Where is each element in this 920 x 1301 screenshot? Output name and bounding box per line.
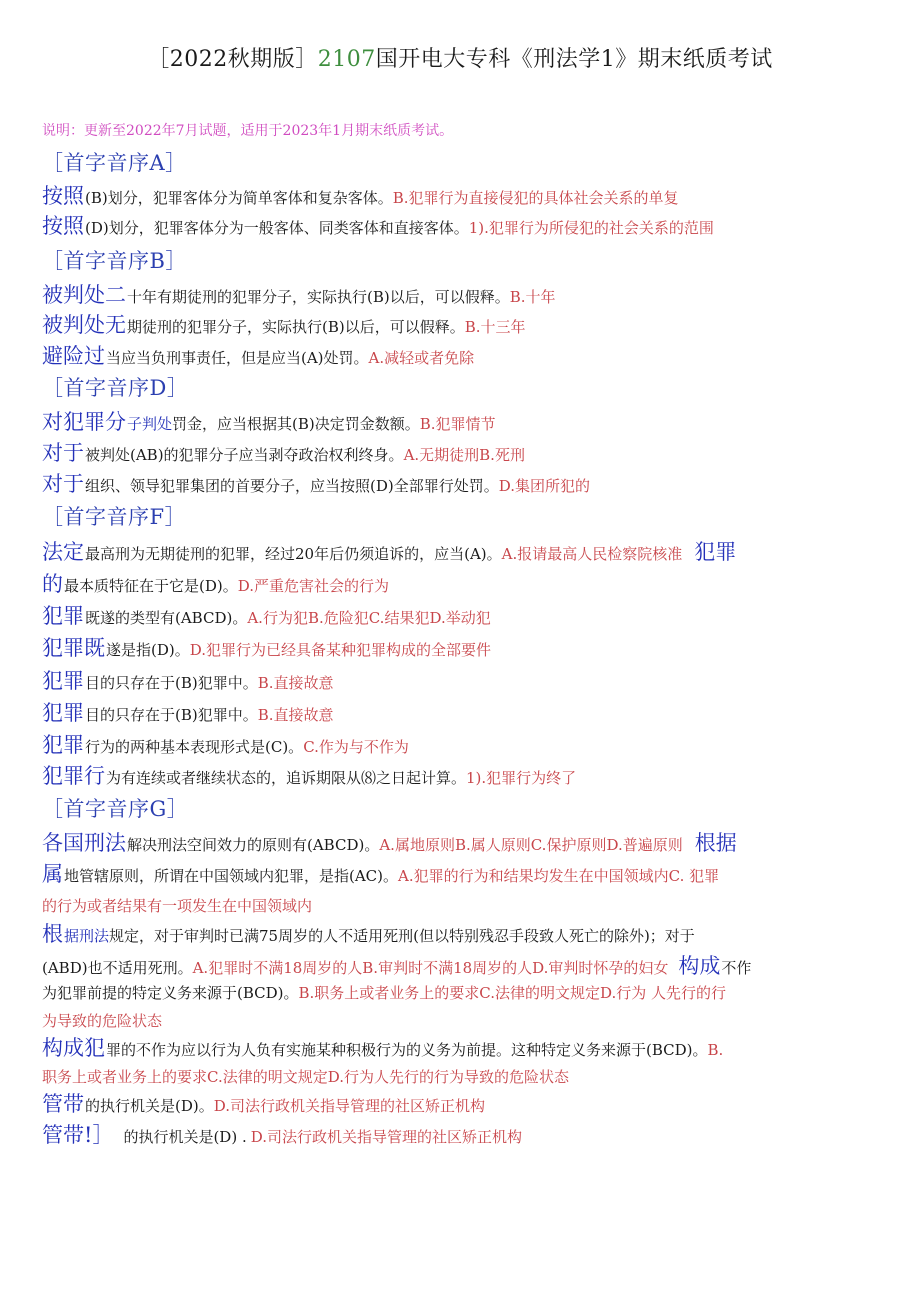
question-item: 管带的执行机关是(D)。D.司法行政机关指导管理的社区矫正机构 — [42, 1092, 485, 1116]
question-item: 对于被判处(AB)的犯罪分子应当剥夺政治权利终身。A.无期徒刑B.死刑 — [42, 441, 525, 465]
section-header-d: ［首字音序D］ — [42, 376, 189, 400]
question-item-continued: (ABD)也不适用死刑。A.犯罪时不满18周岁的人B.审判时不满18周岁的人D.审判时怀孕的妇女 构成不作 — [42, 954, 752, 978]
question-item: 各国刑法解决刑法空间效力的原则有(ABCD)。A.属地原则B.属人原则C.保护原则D.普遍原则 根据 — [42, 831, 737, 855]
update-note: 说明：更新至2022年7月试题，适用于2023年1月期末纸质考试。 — [42, 123, 454, 139]
question-item: 对于组织、领导犯罪集团的首要分子，应当按照(D)全部罪行处罚。D.集团所犯的 — [42, 472, 590, 496]
page-title — [0, 42, 920, 73]
question-item: 按照(D)划分，犯罪客体分为一般客体、同类客体和直接客体。1).犯罪行为所侵犯的社会关系的范围 — [42, 214, 714, 238]
question-item: 根据刑法规定，对于审判时已满75周岁的人不适用死刑(但以特别残忍手段致人死亡的除外)；对于 — [42, 922, 695, 946]
question-item-continued: 为犯罪前提的特定义务来源于(BCD)。B.职务上或者业务上的要求C.法律的明文规定D.行为 人先行的行 — [42, 984, 727, 1002]
question-item: 按照(B)划分，犯罪客体分为简单客体和复杂客体。B.犯罪行为直接侵犯的具体社会关系的单复 — [42, 184, 679, 208]
question-item: 犯罪行为有连续或者继续状态的，追诉期限从⑻之日起计算。1).犯罪行为终了 — [42, 764, 577, 788]
question-item: 法定最高刑为无期徒刑的犯罪，经过20年后仍须追诉的，应当(A)。A.报请最高人民检察院核准 犯罪 — [42, 540, 737, 564]
question-item: 被判处无期徒刑的犯罪分子，实际执行(B)以后，可以假释。B.十三年 — [42, 313, 526, 337]
question-item: 犯罪既遂的类型有(ABCD)。A.行为犯B.危险犯C.结果犯D.举动犯 — [42, 604, 491, 628]
section-header-a: ［首字音序A］ — [42, 151, 187, 175]
question-item-continued: 为导致的危险状态 — [42, 1012, 163, 1030]
title-edition: ［2022秋期版］ — [147, 47, 318, 72]
question-item-continued: 职务上或者业务上的要求C.法律的明文规定D.行为人先行的行为导致的危险状态 — [42, 1068, 569, 1086]
question-item: 犯罪既遂是指(D)。D.犯罪行为已经具备某种犯罪构成的全部要件 — [42, 636, 491, 660]
question-item: 属地管辖原则，所谓在中国领域内犯罪，是指(AC)。A.犯罪的行为和结果均发生在中国领域内C. 犯罪 — [42, 862, 720, 886]
section-header-b: ［首字音序B］ — [42, 249, 187, 273]
question-item: 避险过当应当负刑事责任，但是应当(A)处罚。A.减轻或者免除 — [42, 344, 475, 368]
question-item: 被判处二十年有期徒刑的犯罪分子，实际执行(B)以后，可以假释。B.十年 — [42, 283, 556, 307]
title-course-code: 2107 — [317, 47, 376, 72]
question-item: 构成犯罪的不作为应以行为人负有实施某种积极行为的义务为前提。这种特定义务来源于(BCD)。B. — [42, 1036, 724, 1060]
question-item: 管带!］ 的执行机关是(D) . D.司法行政机关指导管理的社区矫正机构 — [42, 1123, 522, 1147]
question-item: 犯罪目的只存在于(B)犯罪中。B.直接故意 — [42, 669, 334, 693]
question-item: 的最本质特征在于它是(D)。D.严重危害社会的行为 — [42, 572, 389, 596]
section-header-f: ［首字音序F］ — [42, 505, 187, 529]
section-header-g: ［首字音序G］ — [42, 797, 189, 821]
question-item: 对犯罪分子判处罚金，应当根据其(B)决定罚金数额。B.犯罪情节 — [42, 410, 496, 434]
question-item: 犯罪行为的两种基本表现形式是(C)。C.作为与不作为 — [42, 733, 409, 757]
question-item-continued: 的行为或者结果有一项发生在中国领域内 — [42, 897, 313, 915]
title-course-name: 国开电大专科《刑法学1》期末纸质考试 — [375, 47, 773, 72]
question-item: 犯罪目的只存在于(B)犯罪中。B.直接故意 — [42, 701, 334, 725]
